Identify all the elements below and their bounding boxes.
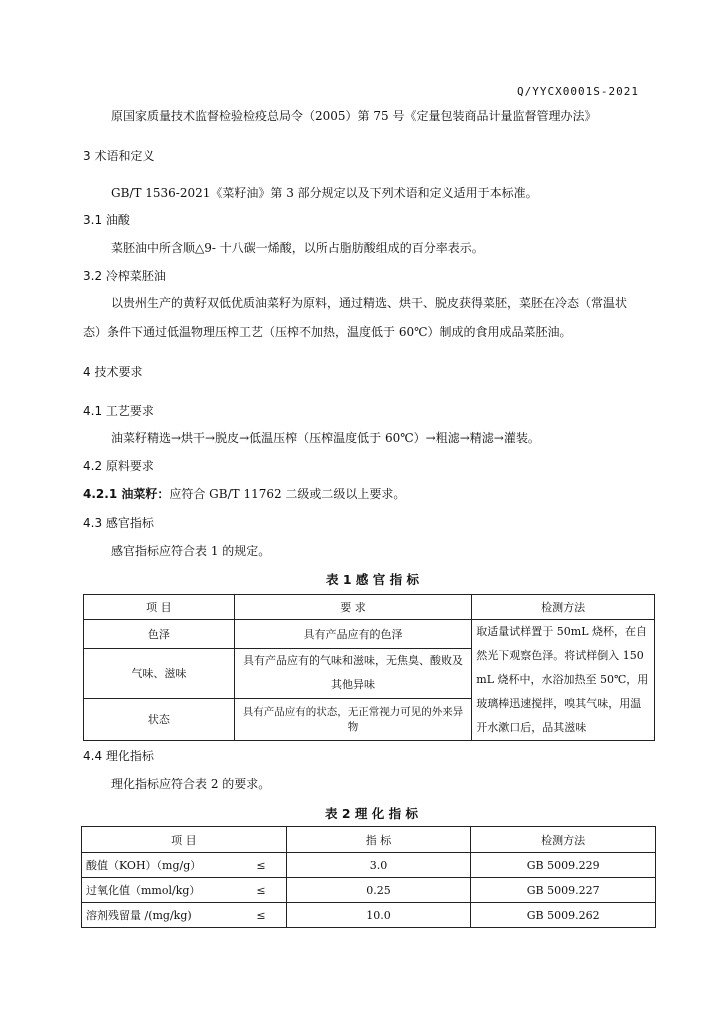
section-4-4-title: 4.4 理化指标: [83, 749, 154, 763]
table-1-header-row: [84, 595, 655, 620]
section-4-1-title: 4.1 工艺要求: [83, 404, 154, 418]
table-2: [81, 826, 656, 928]
table-1-method: 取适量试样置于 50mL 烧杯，在自然光下观察色泽。将试样倒入 150 mL 烧杯中，水浴加热至 50℃，用玻璃棒迅速搅拌，嗅其气味，用温开水漱口后，品其滋味: [472, 620, 655, 741]
table-1-req: 具有产品应有的状态，无正常视力可见的外来异物: [234, 698, 472, 740]
section-3-1-title: 3.1 油酸: [83, 213, 130, 227]
doc-code: Q/YYCX0001S-2021: [517, 85, 639, 98]
table-1-item: 色泽: [84, 620, 235, 649]
table-2-header-row: [82, 827, 656, 853]
table-2-method: GB 5009.227: [471, 878, 656, 903]
table-2-value: 0.25: [286, 878, 471, 903]
le-symbol: ≤: [236, 878, 286, 903]
table-2-method: GB 5009.262: [471, 903, 656, 928]
table-2-value: 3.0: [286, 853, 471, 878]
le-symbol: ≤: [236, 903, 286, 928]
le-symbol: ≤: [236, 853, 286, 878]
table-1-header-req: 要 求: [234, 595, 472, 620]
section-3-2-para: 以贵州生产的黄籽双低优质油菜籽为原料，通过精选、烘干、脱皮获得菜胚，菜胚在冷态（常温状态）条件下通过低温物理压榨工艺（压榨不加热，温度低于 60℃）制成的食用成品菜胚油。: [83, 296, 628, 339]
table-2-item: 酸值（KOH）（mg/g）: [82, 853, 237, 878]
table-2-caption: 表 2 理 化 指 标: [325, 806, 418, 821]
table-row: [82, 878, 656, 903]
section-3-2-title: 3.2 冷榨菜胚油: [83, 269, 166, 283]
table-1-header-method: 检测方法: [472, 595, 655, 620]
section-4-2-1-label: 4.2.1 油菜籽：: [83, 487, 170, 501]
section-4-4-para: 理化指标应符合表 2 的要求。: [111, 777, 271, 791]
table-2-header-method: 检测方法: [471, 827, 656, 853]
section-4-3-para: 感官指标应符合表 1 的规定。: [111, 544, 271, 558]
table-row: [82, 853, 656, 878]
section-3-para: GB/T 1536-2021《菜籽油》第 3 部分规定以及下列术语和定义适用于本标准。: [111, 186, 538, 200]
table-1: [83, 594, 655, 741]
section-3-1-para: 菜胚油中所含顺△9- 十八碳一烯酸，以所占脂肪酸组成的百分率表示。: [111, 241, 484, 255]
table-1-req: 具有产品应有的气味和滋味，无焦臭、酸败及其他异味: [234, 649, 472, 698]
table-2-method: GB 5009.229: [471, 853, 656, 878]
table-1-header-item: 项 目: [84, 595, 235, 620]
table-1-caption: 表 1 感 官 指 标: [326, 572, 419, 587]
section-4-2-1-text: 应符合 GB/T 11762 二级或二级以上要求。: [169, 487, 406, 501]
table-2-value: 10.0: [286, 903, 471, 928]
table-row: [82, 903, 656, 928]
section-4-2-title: 4.2 原料要求: [83, 459, 154, 473]
intro-line: 原国家质量技术监督检验检疫总局令（2005）第 75 号《定量包装商品计量监督管理办法》: [111, 109, 597, 123]
table-2-header-value: 指 标: [286, 827, 471, 853]
table-2-item: 过氧化值（mmol/kg）: [82, 878, 237, 903]
table-row: [84, 620, 655, 649]
section-4-3-title: 4.3 感官指标: [83, 516, 154, 530]
table-1-item: 气味、滋味: [84, 649, 235, 698]
table-2-item: 溶剂残留量 /(mg/kg): [82, 903, 237, 928]
section-4-2-1: [83, 486, 405, 502]
table-1-item: 状态: [84, 698, 235, 740]
section-3-title: 3 术语和定义: [83, 149, 155, 163]
table-2-header-item: 项 目: [82, 827, 287, 853]
table-1-req: 具有产品应有的色泽: [234, 620, 472, 649]
section-4-title: 4 技术要求: [83, 365, 143, 379]
section-4-1-para: 油菜籽精选→烘干→脱皮→低温压榨（压榨温度低于 60℃）→粗滤→精滤→灌装。: [111, 431, 540, 445]
